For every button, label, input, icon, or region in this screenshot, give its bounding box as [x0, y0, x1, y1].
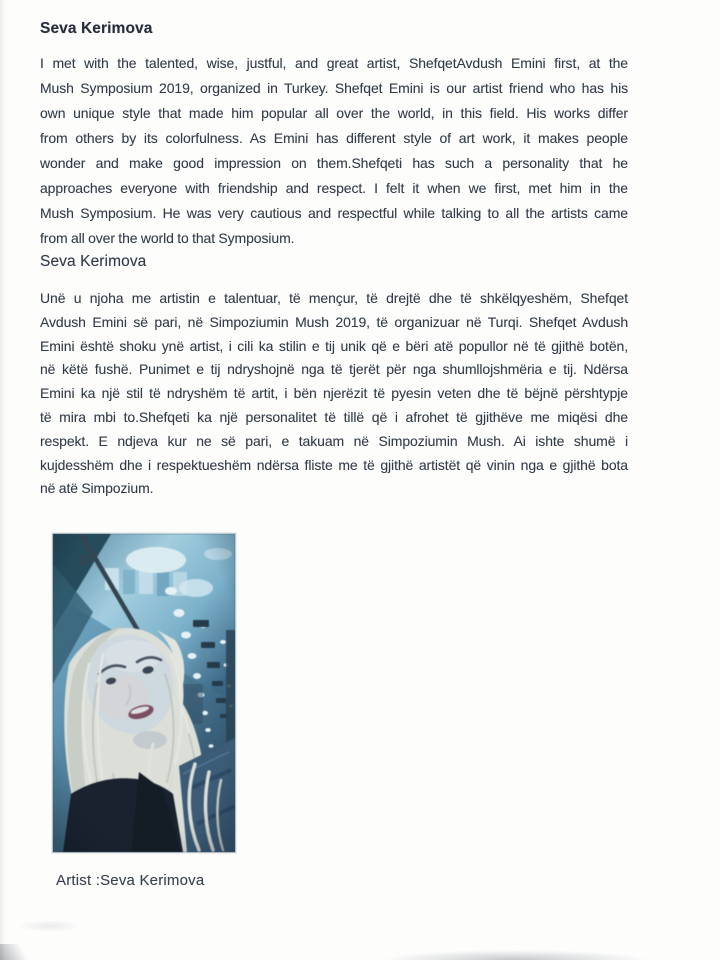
text-line: Emini ka një stil të ndryshëm të artit, i bën njerëzit të pyesin veten dhe të bëjnë përshtypje [40, 385, 628, 402]
text-line: Avdush Emini së pari, në Simpoziumin Mush 2019, të organizuar në Turqi. Shefqet Avdush [40, 313, 628, 330]
paragraph-english [40, 51, 628, 251]
artist-photo-illustration [53, 534, 235, 852]
text-line: Mush Symposium 2019, organized in Turkey. Shefqet Emini is our artist friend who has his [40, 80, 628, 96]
text-line: Unë u njoha me artistin e talentuar, të mençur, të drejtë dhe të shkëlqyeshëm, Shefqet [40, 290, 628, 306]
text-line: own unique style that made him popular all over the world, in this field. His works differ [40, 105, 628, 121]
artist-photo [53, 534, 235, 852]
text-line: të mira mbi to.Shefqeti ka një personalitet të tillë që i afrohet të gjithëve me miqësi dhe [40, 408, 628, 425]
text-line: wonder and make good impression on them.Shefqeti has such a personality that he [40, 155, 628, 171]
text-line: në këtë fushë. Punimet e tij ndryshojnë nga të tjerët për nga shumllojshmëria e tij. Ndërsa [40, 361, 628, 378]
paragraph-albanian [40, 287, 628, 501]
scan-edge-shadow-left [0, 0, 7, 960]
scan-smudge-bottom [370, 949, 660, 960]
scan-smudge-left-low [18, 920, 82, 932]
author-heading-middle: Seva Kerimova [40, 253, 147, 270]
text-line: respekt. E ndjeva kur ne së pari, e takuam në Simpoziumin Mush. Ai ishte shumë i [40, 432, 628, 449]
text-line: Mush Symposium. He was very cautious and respectful while talking to all the artists came [40, 205, 628, 221]
text-line: kujdesshëm dhe i respektueshëm ndërsa fliste me të gjithë artistët që vinin nga e gjithë bota [40, 456, 628, 473]
text-line: from others by its colorfulness. As Emini has different style of art work, it makes people [40, 130, 628, 146]
text-line: Emini është shoku ynë artist, i cili ka stilin e tij unik që e bëri atë popullor në të gjithë botën, [40, 337, 628, 354]
text-line: from all over the world to that Symposium. [40, 230, 295, 246]
text-line: në atë Simpozium. [40, 480, 154, 497]
author-heading-top: Seva Kerimova [40, 20, 153, 37]
text-line: approaches everyone with friendship and respect. I felt it when we first, met him in the [40, 180, 628, 196]
text-line: I met with the talented, wise, justful, and great artist, ShefqetAvdush Emini first, at the [40, 55, 628, 71]
photo-caption: Artist :Seva Kerimova [56, 872, 205, 889]
scan-smudge-bottom-left [0, 944, 44, 960]
